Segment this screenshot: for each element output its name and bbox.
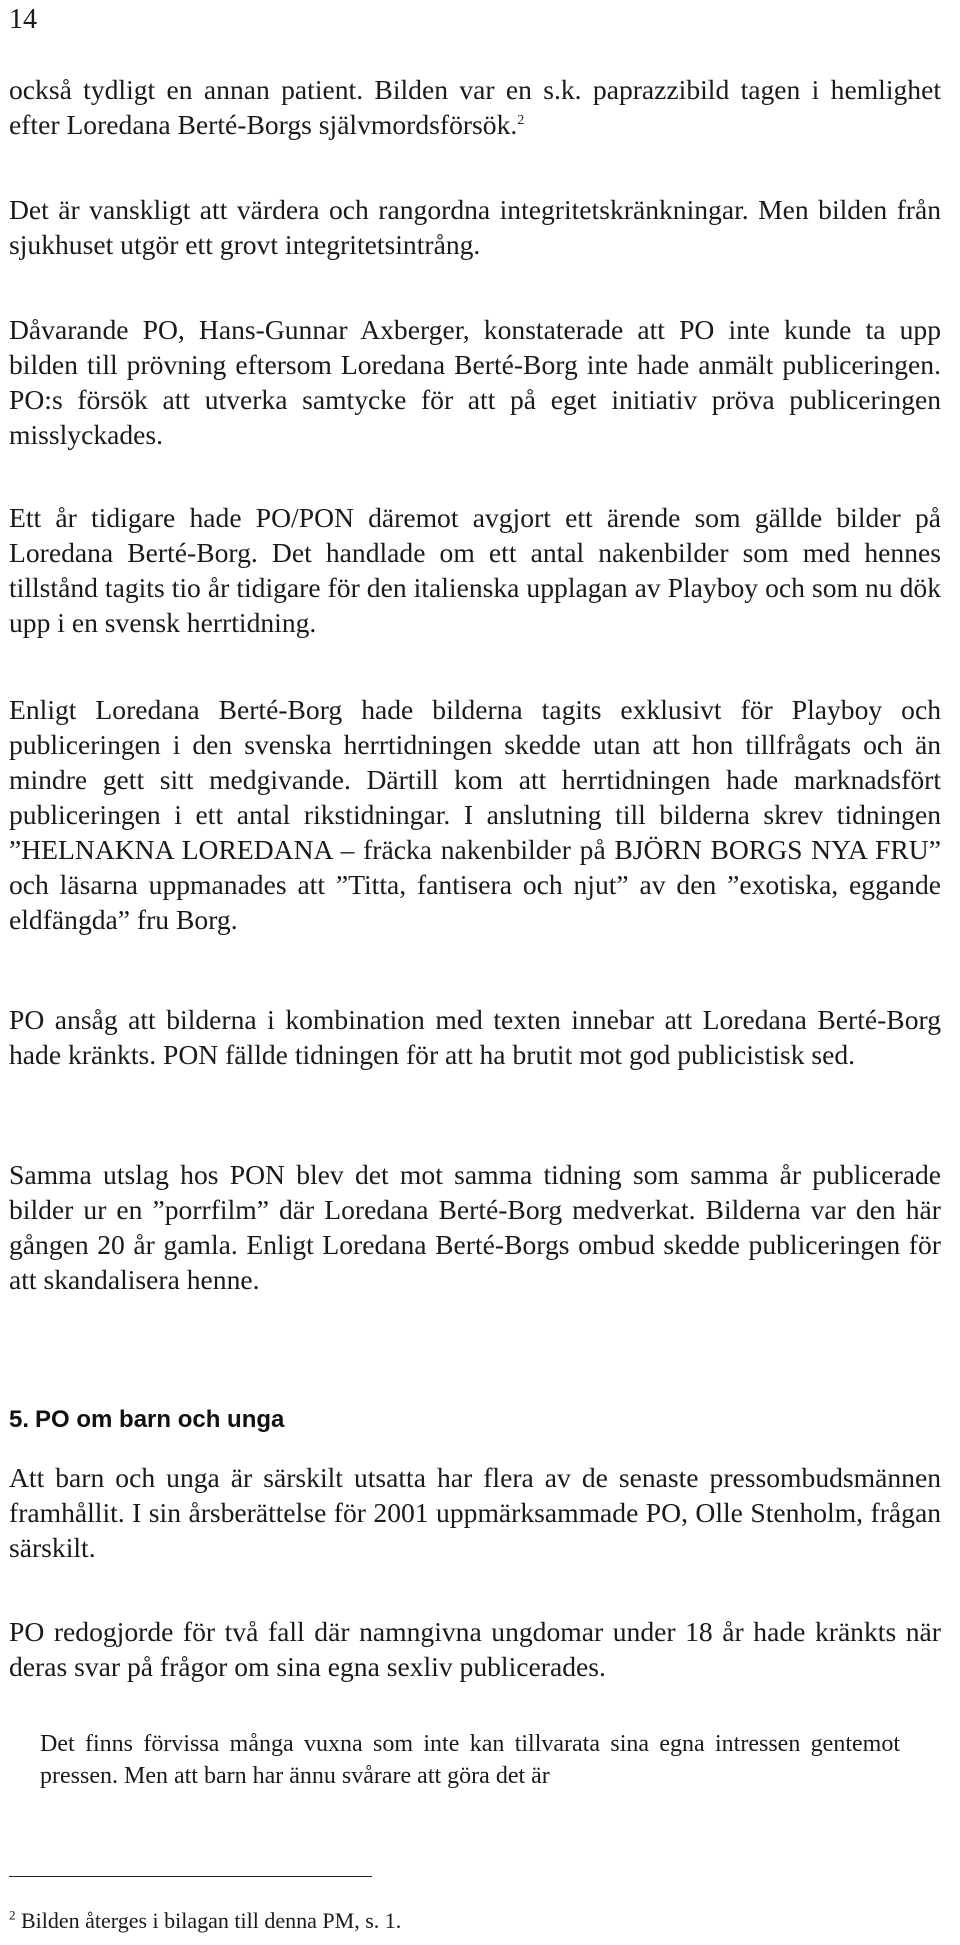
footnote-divider <box>9 1876 372 1877</box>
section-paragraph-2: PO redogjorde för två fall där namngivna ungdomar under 18 år hade kränkts när deras svar på frågor om sina egna sexliv publicerades. <box>9 1616 941 1682</box>
footnote-text: Bilden återges i bilagan till denna PM, s. 1. <box>21 1908 402 1933</box>
paragraph-1 <box>9 72 941 142</box>
paragraph-6: PO ansåg att bilderna i kombination med texten innebar att Loredana Berté-Borg hade kränkts. PON fällde tidningen för att ha brutit mot god publicistisk sed. <box>9 1004 941 1070</box>
footnote-marker: 2 <box>9 1907 16 1923</box>
paragraph-5-block <box>9 692 941 937</box>
paragraph-2: Det är vanskligt att värdera och rangordna integritetskränkningar. Men bilden från sjukhuset utgör ett grovt integritetsintrång. <box>9 194 941 260</box>
paragraph-6-block <box>9 1002 941 1072</box>
footnote-ref: 2 <box>517 112 525 128</box>
block-quote: Det finns förvissa många vuxna som inte kan tillvarata sina egna intressen gentemot pressen. Men att barn har ännu svårare att göra det är <box>40 1731 900 1789</box>
section-number: 5. <box>9 1406 30 1433</box>
section-paragraph-1-block <box>9 1460 941 1565</box>
section-paragraph-2-block <box>9 1614 941 1684</box>
paragraph-4-block <box>9 500 941 640</box>
paragraph-5: Enligt Loredana Berté-Borg hade bilderna tagits exklusivt för Playboy och publiceringen i den svenska herrtidningen skedde utan att hon tillfrågats och än mindre gett sitt medgivande. Därtill kom att herrtidningen hade marknadsfört publiceringen i ett antal rikstidningar. I anslutning till bilderna skrev tidningen ”HELNAKNA LOREDANA – fräcka nakenbilder på BJÖRN BORGS NYA FRU” och läsarna uppmanades att ”Titta, fantisera och njut” av den ”exotiska, eggande eldfängda” fru Borg. <box>9 694 941 935</box>
body-text <box>9 72 941 142</box>
section-title: PO om barn och unga <box>35 1406 285 1433</box>
paragraph-7: Samma utslag hos PON blev det mot samma tidning som samma år publicerade bilder ur en ”porrfilm” där Loredana Berté-Borg medverkat. Bilderna var den här gången 20 år gamla. Enligt Loredana Berté-Borgs ombud skedde publiceringen för att skandalisera henne. <box>9 1159 941 1295</box>
paragraph-4: Ett år tidigare hade PO/PON däremot avgjort ett ärende som gällde bilder på Loredana Berté-Borg. Det handlade om ett antal nakenbilder som med hennes tillstånd tagits tio år tidigare för den italienska upplagan av Playboy och som nu dök upp i en svensk herrtidning. <box>9 502 941 638</box>
paragraph-7-block <box>9 1157 941 1297</box>
paragraph-3-block <box>9 312 941 452</box>
paragraph-2-block <box>9 192 941 262</box>
paragraph-3: Dåvarande PO, Hans-Gunnar Axberger, konstaterade att PO inte kunde ta upp bilden till prövning eftersom Loredana Berté-Borg inte hade anmält publiceringen. PO:s försök att utverka samtycke för att på eget initiativ pröva publiceringen misslyckades. <box>9 314 941 450</box>
footnote <box>9 1906 401 1936</box>
section-paragraph-1: Att barn och unga är särskilt utsatta har flera av de senaste pressombudsmännen framhållit. I sin årsberättelse för 2001 uppmärksammade PO, Olle Stenholm, frågan särskilt. <box>9 1462 941 1563</box>
section-heading <box>9 1404 284 1436</box>
paragraph-1-text: också tydligt en annan patient. Bilden var en s.k. paprazzibild tagen i hemlighet efter Loredana Berté-Borgs självmordsförsök. <box>9 74 941 140</box>
page-number: 14 <box>9 4 37 35</box>
